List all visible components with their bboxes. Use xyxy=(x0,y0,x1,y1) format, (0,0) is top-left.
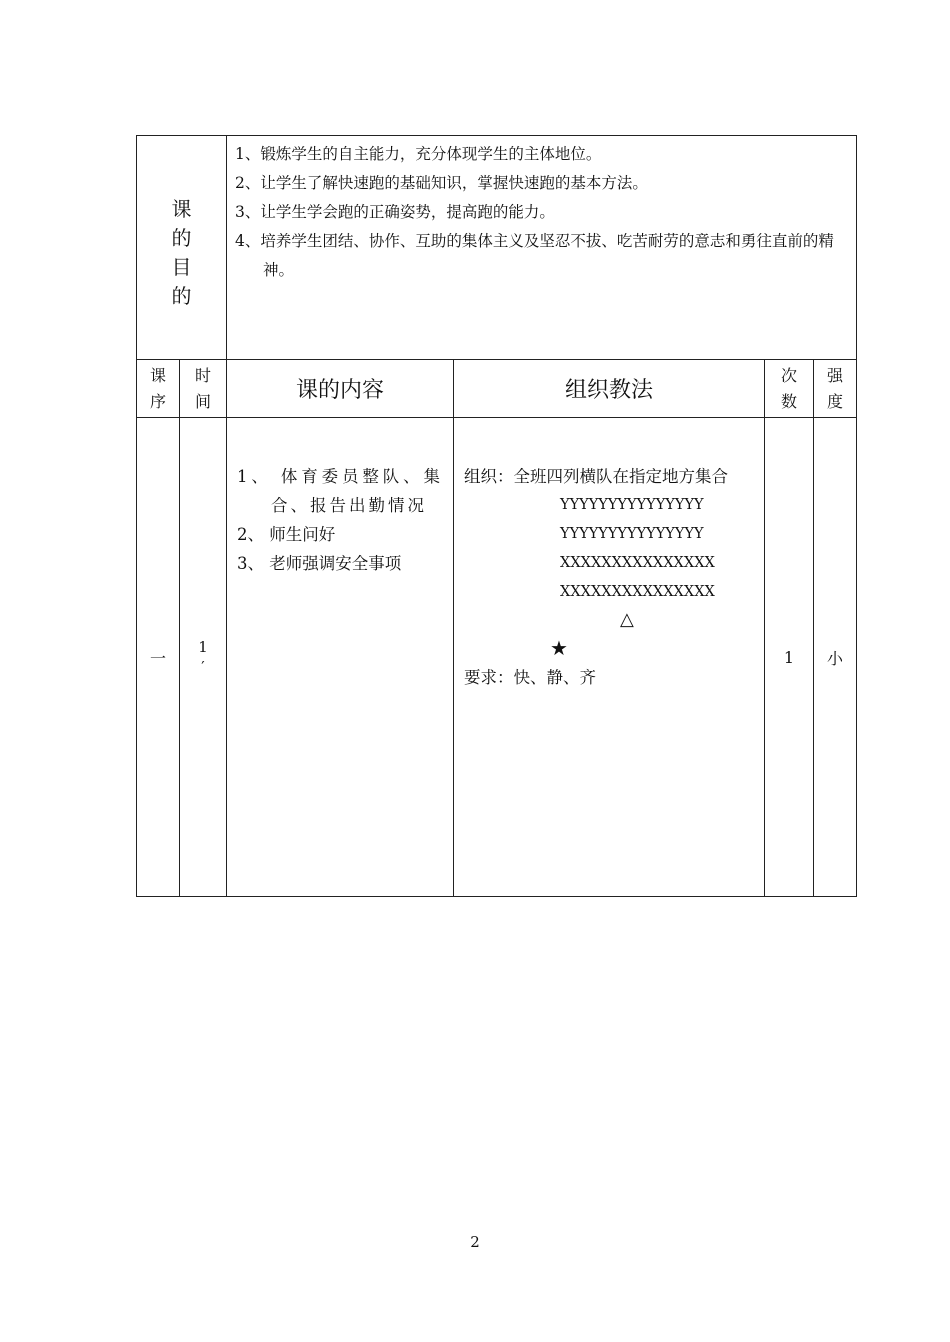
header-method: 组织教法 xyxy=(454,360,765,418)
lesson-plan-table xyxy=(136,135,857,897)
content-list xyxy=(227,418,453,578)
objective-item: 4、培养学生团结、协作、互助的集体主义及坚忍不拔、吃苦耐劳的意志和勇往直前的精神。 xyxy=(235,232,834,279)
content-item: 1、 体育委员整队、集合、报告出勤情况 xyxy=(237,467,443,515)
header-row xyxy=(137,360,857,418)
objective-item: 2、让学生了解快速跑的基础知识，掌握快速跑的基本方法。 xyxy=(235,174,648,192)
formation-line: XXXXXXXXXXXXXXX xyxy=(560,584,715,600)
lesson-row xyxy=(137,418,857,897)
method-organization: 组织：全班四列横队在指定地方集合 xyxy=(464,467,728,486)
content-item: 2、 师生问好 xyxy=(237,525,336,544)
row-content xyxy=(227,418,454,897)
formation-line: YYYYYYYYYYYYYYY xyxy=(560,526,704,542)
objectives-label-cell xyxy=(137,136,227,360)
objectives-label: 课的目的 xyxy=(171,196,192,308)
page-number: 2 xyxy=(470,1233,480,1251)
header-order: 课序 xyxy=(137,360,180,418)
row-intensity: 小 xyxy=(814,418,857,897)
method-requirement: 要求：快、静、齐 xyxy=(464,668,596,687)
formation-diagram xyxy=(464,491,754,607)
objective-item: 3、让学生学会跑的正确姿势，提高跑的能力。 xyxy=(235,203,555,221)
header-count: 次数 xyxy=(765,360,814,418)
row-count: 1 xyxy=(765,418,814,897)
row-time-unit: ′ xyxy=(201,658,205,676)
objective-item: 1、锻炼学生的自主能力，充分体现学生的主体地位。 xyxy=(235,145,602,163)
row-time xyxy=(180,418,227,897)
header-time: 时间 xyxy=(180,360,227,418)
row-method xyxy=(454,418,765,897)
formation-line: YYYYYYYYYYYYYYY xyxy=(560,497,704,513)
content-item: 3、 老师强调安全事项 xyxy=(237,554,402,573)
teacher-triangle-icon: △ xyxy=(620,609,634,630)
method-block xyxy=(454,418,764,692)
formation-line: XXXXXXXXXXXXXXX xyxy=(560,555,715,571)
objectives-row xyxy=(137,136,857,360)
header-content: 课的内容 xyxy=(227,360,454,418)
star-icon: ★ xyxy=(550,636,568,660)
objectives-list xyxy=(227,136,856,285)
row-time-value: 1 xyxy=(198,638,208,656)
row-order: 一 xyxy=(137,418,180,897)
header-intensity: 强度 xyxy=(814,360,857,418)
objectives-content-cell xyxy=(227,136,857,360)
